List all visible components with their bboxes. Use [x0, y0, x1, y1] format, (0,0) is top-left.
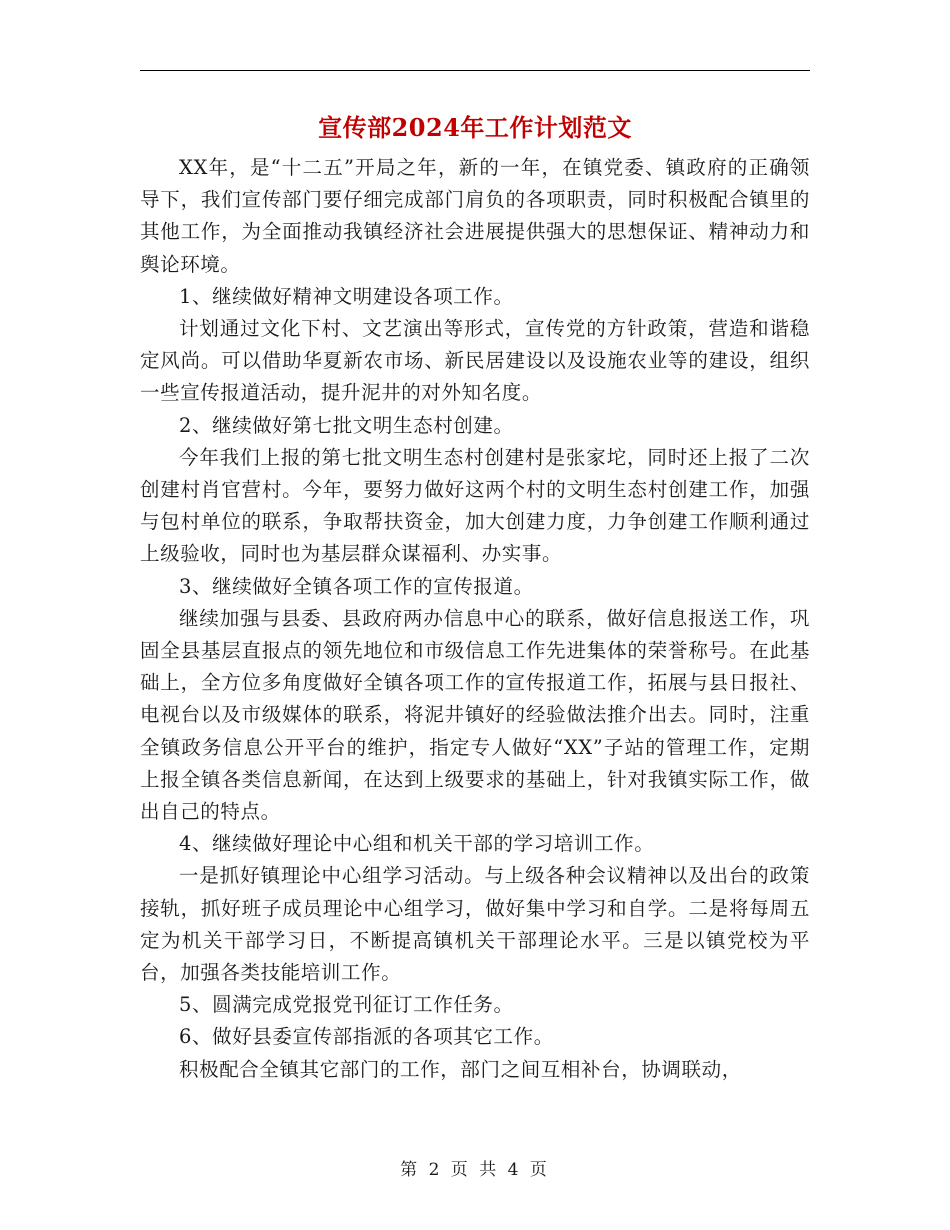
paragraph-intro: XX年，是“十二五”开局之年，新的一年，在镇党委、镇政府的正确领导下，我们宣传部门要仔细完成部门肩负的各项职责，同时积极配合镇里的其他工作，为全面推动我镇经济社会进展提供强大的思想保证、精神动力和舆论环境。 — [140, 156, 810, 276]
paragraph-2: 今年我们上报的第七批文明生态村创建村是张家坨，同时还上报了二次创建村肖官营村。今年，要努力做好这两个村的文明生态村创建工作，加强与包村单位的联系，争取帮扶资金，加大创建力度，力争创建工作顺利通过上级验收，同时也为基层群众谋福利、办实事。 — [140, 445, 810, 566]
section-heading-3: 3、继续做好全镇各项工作的宣传报道。 — [179, 574, 534, 598]
document-body — [140, 152, 810, 1086]
paragraph-1: 计划通过文化下村、文艺演出等形式，宣传党的方针政策，营造和谐稳定风尚。可以借助华夏新农市场、新民居建设以及设施农业等的建设，组织一些宣传报道活动，提升泥井的对外知名度。 — [140, 317, 810, 405]
section-heading-2: 2、继续做好第七批文明生态村创建。 — [179, 413, 514, 437]
document-title: 宣传部2024年工作计划范文 — [318, 113, 632, 142]
section-heading-5: 5、圆满完成党报党刊征订工作任务。 — [179, 993, 514, 1017]
paragraph-3: 继续加强与县委、县政府两办信息中心的联系，做好信息报送工作，巩固全县基层直报点的领先地位和市级信息工作先进集体的荣誉称号。在此基础上，全方位多角度做好全镇各项工作的宣传报道工作，拓展与县日报社、电视台以及市级媒体的联系，将泥井镇好的经验做法推介出去。同时，注重全镇政务信息公开平台的维护，指定专人做好“XX”子站的管理工作，定期上报全镇各类信息新闻，在达到上级要求的基础上，针对我镇实际工作，做出自己的特点。 — [140, 606, 810, 824]
paragraph-4: 一是抓好镇理论中心组学习活动。与上级各种会议精神以及出台的政策接轨，抓好班子成员理论中心组学习，做好集中学习和自学。二是将每周五定为机关干部学习日，不断提高镇机关干部理论水平。三是以镇党校为平台，加强各类技能培训工作。 — [140, 864, 810, 985]
section-heading-1: 1、继续做好精神文明建设各项工作。 — [179, 284, 514, 308]
header-rule — [140, 70, 810, 71]
section-heading-4: 4、继续做好理论中心组和机关干部的学习培训工作。 — [179, 832, 655, 856]
paragraph-6: 积极配合全镇其它部门的工作，部门之间互相补台，协调联动， — [179, 1057, 742, 1081]
page-number-footer: 第 2 页 共 4 页 — [400, 1160, 550, 1180]
section-heading-6: 6、做好县委宣传部指派的各项其它工作。 — [179, 1025, 554, 1049]
